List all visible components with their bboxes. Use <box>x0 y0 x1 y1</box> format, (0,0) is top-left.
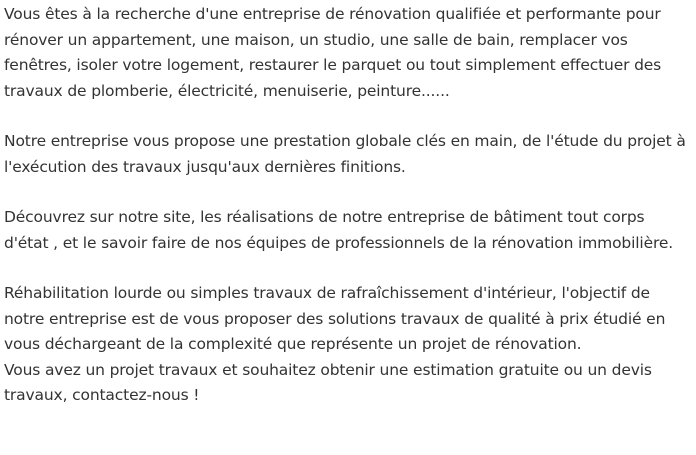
rehabilitation-paragraph: Réhabilitation lourde ou simples travaux de rafraîchissement d'intérieur, l'objectif de notre entreprise est de vous proposer des solutions travaux de qualité à prix étudié en vous déchargeant de la complexité que représente un projet de rénovation. <box>4 284 666 353</box>
offer-paragraph: Notre entreprise vous propose une prestation globale clés en main, de l'étude du projet à l'exécution des travaux jusqu'aux dernières finitions. <box>4 132 686 176</box>
discover-paragraph: Découvrez sur notre site, les réalisations de notre entreprise de bâtiment tout corps d'état , et le savoir faire de nos équipes de professionnels de la rénovation immobilière. <box>4 208 674 252</box>
intro-paragraph: Vous êtes à la recherche d'une entreprise de rénovation qualifiée et performante pour rénover un appartement, une maison, un studio, une salle de bain, remplacer vos fenêtres, isoler votre logement, restaurer le parquet ou tout simplement effectuer des travaux de plomberie, électricité, menuiserie, peinture...... <box>4 5 662 100</box>
contact-paragraph: Vous avez un projet travaux et souhaitez obtenir une estimation gratuite ou un devis travaux, contactez-nous ! <box>4 360 652 404</box>
